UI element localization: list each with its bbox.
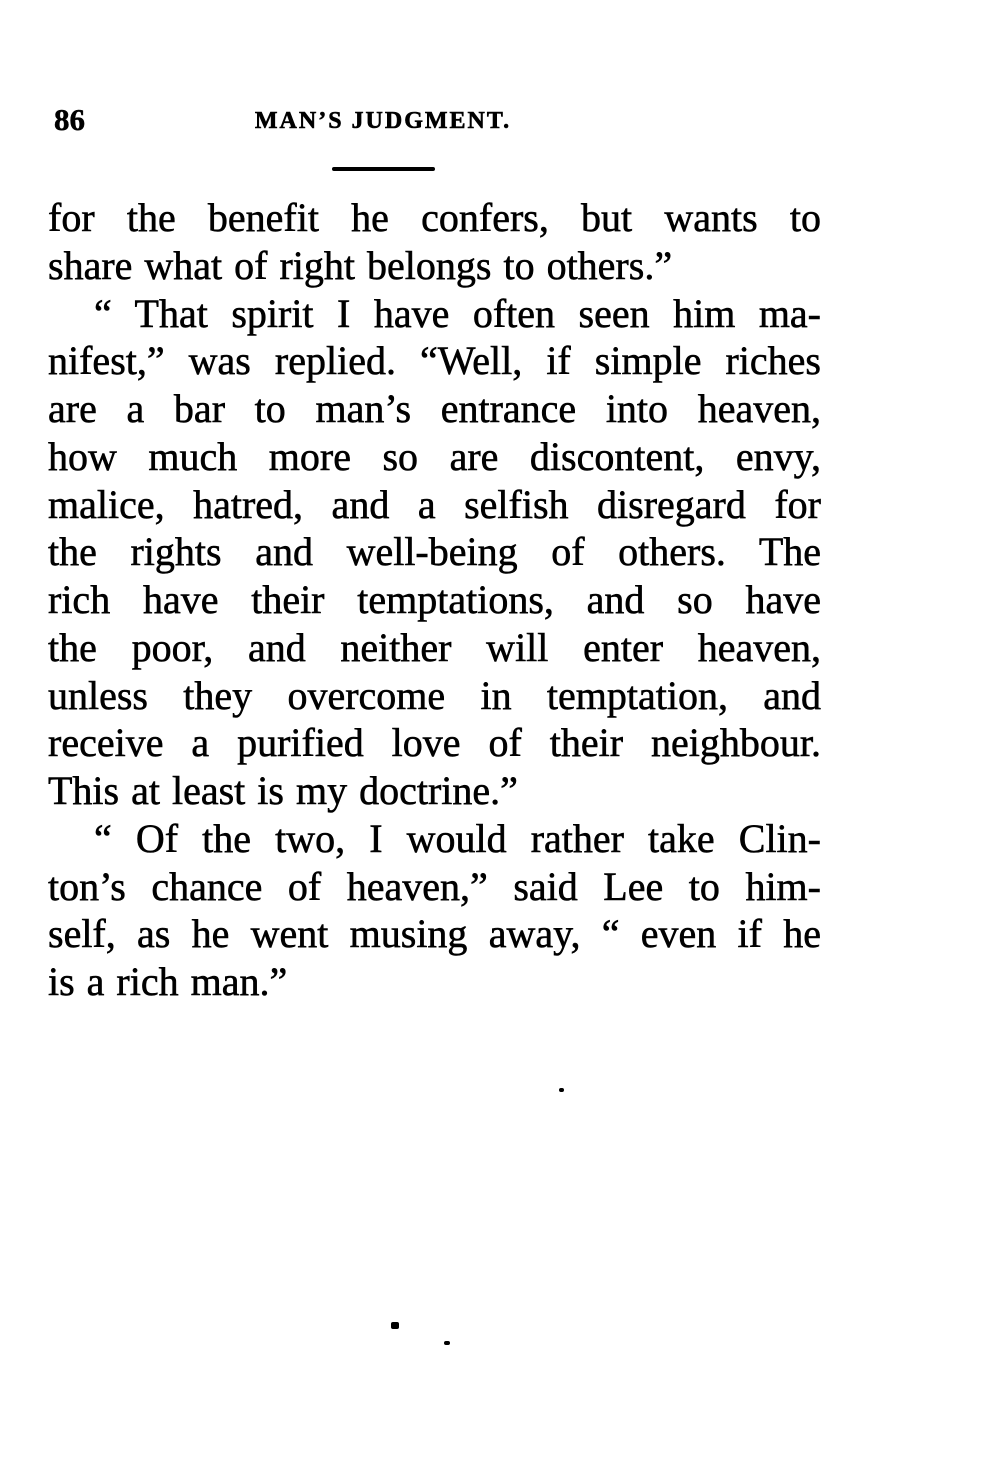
text-line: This at least is my doctrine.” (48, 768, 518, 813)
text-line: are a bar to man’s entrance into heaven, (48, 386, 821, 431)
ink-speck (559, 1088, 564, 1092)
text-line: receive a purified love of their neighbour. (48, 720, 821, 766)
text-line: rich have their temptations, and so have (48, 577, 821, 622)
text-line: unless they overcome in temptation, and (48, 672, 821, 718)
page-number: 86 (54, 102, 85, 137)
text-line: share what of right belongs to others.” (48, 242, 673, 288)
text-line: for the benefit he confers, but wants to (48, 195, 821, 240)
text-line: is a rich man.” (48, 959, 288, 1004)
ink-speck (444, 1341, 450, 1345)
text-line: how much more so are discontent, envy, (48, 433, 821, 479)
text-line: ton’s chance of heaven,” said Lee to him- (48, 863, 821, 909)
text-line: self, as he went musing away, “ even if he (48, 911, 821, 957)
running-head-title: MAN’S JUDGMENT. (254, 108, 512, 134)
text-line: nifest,” was replied. “Well, if simple riches (48, 338, 821, 384)
text-line: the poor, and neither will enter heaven, (48, 624, 821, 670)
header-divider-rule (332, 167, 435, 171)
text-line: malice, hatred, and a selfish disregard for (48, 481, 821, 527)
text-line: “ Of the two, I would rather take Clin- (94, 815, 821, 861)
body-text (48, 194, 821, 1006)
text-line: the rights and well-being of others. The (48, 529, 821, 575)
ink-speck (391, 1322, 399, 1329)
text-line: “ That spirit I have often seen him ma- (94, 290, 821, 336)
